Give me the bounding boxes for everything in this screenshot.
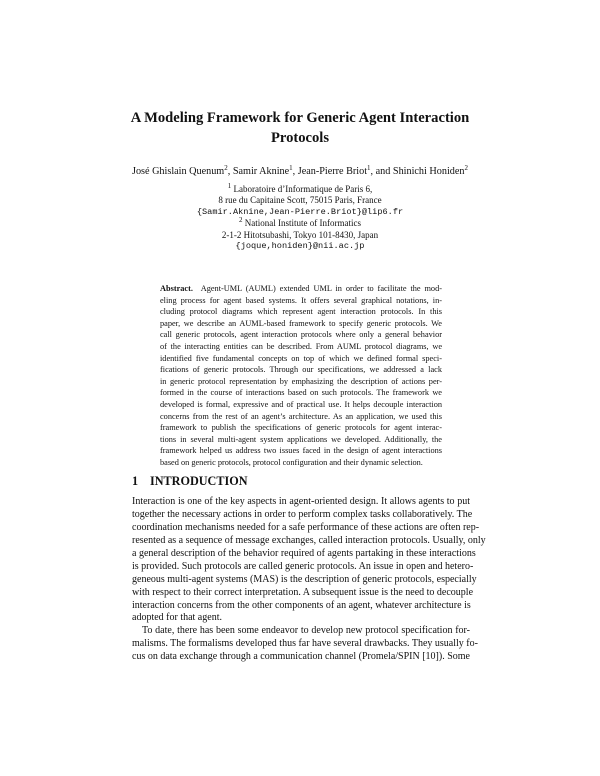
body-line: is provided. Such protocols are called generic protocols. An issue in open and hetero- xyxy=(132,560,474,572)
abstract-line: tions in several multi-agent system applications we developed. Additionally, the xyxy=(160,434,442,444)
body-line: coordination mechanisms needed for a safe performance of these actions are often rep- xyxy=(132,521,480,533)
affiliation-1-email: {Samir.Aknine,Jean-Pierre.Briot}@lip6.fr xyxy=(196,206,404,217)
abstract-first-line: Agent-UML (AUML) extended UML in order to facilitate the mod- xyxy=(200,284,442,293)
abstract-line: fications of generic protocols. Through our specifications, we addressed a lack xyxy=(160,365,442,375)
section-heading xyxy=(132,474,472,489)
affiliation-mark: 2 xyxy=(239,216,243,225)
affiliations xyxy=(100,184,500,252)
abstract-line xyxy=(160,283,442,295)
author-name: , and Shinichi Honiden xyxy=(370,166,465,177)
abstract-line: paper, we describe an AUML-based framework to specify generic protocols. We xyxy=(160,318,442,328)
affiliation-2-email: {joque,honiden}@nii.ac.jp xyxy=(235,241,365,252)
abstract-line: concerns from the rest of an agent’s architecture. As an application, we used this xyxy=(160,411,442,421)
abstract-label: Abstract. xyxy=(160,284,193,293)
body-line: resented as a sequence of message exchanges, called interaction protocols. Usually, only xyxy=(132,534,486,546)
body-line: a general description of the behavior required of agents partaking in these interactions xyxy=(132,547,476,559)
abstract-line: developed is formal, expressive and of practical use. It helps decouple interaction xyxy=(160,399,442,409)
abstract-line: framework to publish the specifications of generic protocols for agent interac- xyxy=(160,423,442,433)
title-line: A Modeling Framework for Generic Agent Interaction xyxy=(130,110,470,126)
affiliation-mark: 2 xyxy=(224,164,228,172)
body-line: geneous multi-agent systems (MAS) is the description of generic protocols, especially xyxy=(132,573,477,585)
body-line: with respect to their correct interpretation. A subsequent issue is the need to decouple xyxy=(132,586,474,598)
author-name: José Ghislain Quenum xyxy=(131,166,225,177)
section-number: 1 xyxy=(132,474,139,488)
abstract-line: framework helped us address two issues faced in the design of agent interactions xyxy=(160,446,442,456)
title-line: Protocols xyxy=(270,130,330,146)
paper-title xyxy=(100,108,500,148)
affiliation-mark: 1 xyxy=(227,182,232,190)
body-line: interaction concerns from the other components of an agent, whatever architecture is xyxy=(132,599,471,611)
affiliation-2-name xyxy=(100,218,500,229)
author-name: , Samir Aknine xyxy=(227,166,290,177)
author-list xyxy=(60,165,540,178)
abstract-line: identified five fundamental concepts on top of which we defined formal speci- xyxy=(160,353,442,363)
affiliation-mark: 1 xyxy=(367,164,371,172)
body-line: malisms. The formalisms developed thus far have several drawbacks. They usually fo- xyxy=(132,638,478,650)
section-title: INTRODUCTION xyxy=(150,474,248,488)
abstract-line: in generic protocol representation by emphasizing the description of actions per- xyxy=(160,376,442,386)
abstract-line: eling process for agent based systems. It offers several graphical notations, in- xyxy=(160,295,442,305)
affiliation-1-name xyxy=(100,184,500,195)
body-line: To date, there has been some endeavor to develop new protocol specification for- xyxy=(142,625,470,637)
affiliation-1-address: 8 rue du Capitaine Scott, 75015 Paris, France xyxy=(218,195,382,206)
abstract-line: cluding protocol diagrams which represent agent interaction protocols. In this xyxy=(160,307,442,317)
abstract-line: based on generic protocols, protocol configuration and their dynamic selection. xyxy=(160,457,423,467)
body-line: adopted for that agent. xyxy=(132,612,222,624)
body-line: cus on data exchange through a communication channel (Promela/SPIN [10]). Some xyxy=(132,651,470,663)
affiliation-name: Laboratoire d’Informatique de Paris 6, xyxy=(231,184,373,194)
body-line: Interaction is one of the key aspects in agent-oriented design. It allows agents to put xyxy=(132,496,470,507)
author-name: , Jean-Pierre Briot xyxy=(292,166,368,177)
introduction-body xyxy=(132,496,486,664)
abstract-line: of the interacting entities can be described. From AUML protocol diagrams, we xyxy=(160,341,442,351)
body-line: together the necessary actions in order to perform complex tasks collaboratively. The xyxy=(132,508,473,520)
affiliation-mark: 1 xyxy=(289,164,293,172)
affiliation-mark: 2 xyxy=(464,164,468,172)
affiliation-name: National Institute of Informatics xyxy=(242,218,361,229)
abstract-line: call generic protocols, agent interaction protocols where only a general behavior xyxy=(160,330,442,340)
abstract xyxy=(160,283,442,469)
abstract-line: formed in the course of interactions based on such protocols. The framework we xyxy=(160,388,442,398)
affiliation-2-address: 2-1-2 Hitotsubashi, Tokyo 101-8430, Japan xyxy=(221,229,379,240)
